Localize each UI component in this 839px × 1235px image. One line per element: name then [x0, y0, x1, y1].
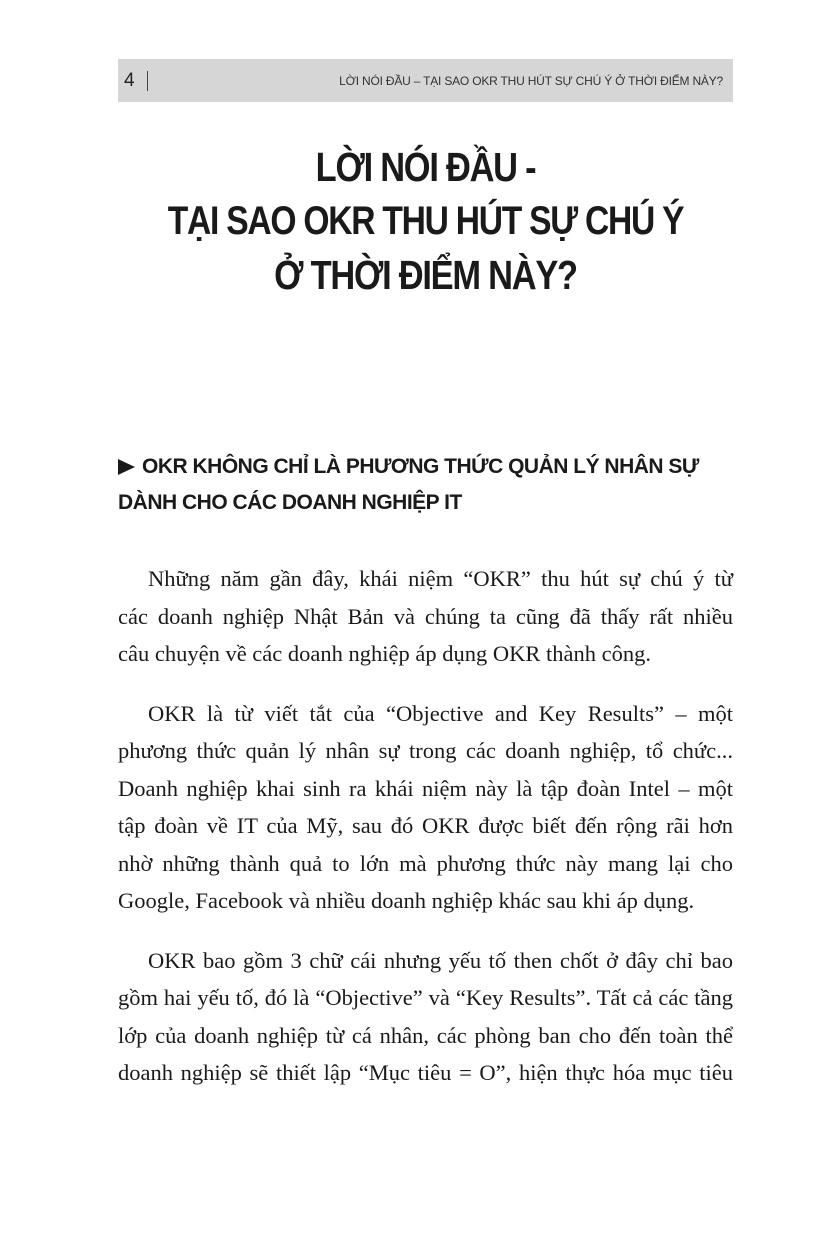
text-line: nhờ những thành quả to lớn mà phương thức này mang lại cho — [118, 850, 733, 876]
chapter-title — [167, 140, 684, 302]
chapter-title-line: LỜI NÓI ĐẦU - — [315, 144, 536, 190]
text-line: các doanh nghiệp Nhật Bản và chúng ta cũng đã thấy rất nhiều — [118, 603, 733, 629]
section-heading-line — [118, 449, 743, 485]
paragraph — [118, 695, 733, 920]
text-line: gồm hai yếu tố, đó là “Objective” và “Key Results”. Tất cả các tầng — [118, 985, 733, 1010]
section-heading-line: DÀNH CHO CÁC DOANH NGHIỆP IT — [118, 491, 462, 514]
running-header — [118, 59, 733, 102]
page-number: 4 — [124, 69, 135, 91]
body-text — [118, 560, 733, 1114]
text-line: câu chuyện về các doanh nghiệp áp dụng OKR thành công. — [118, 641, 651, 666]
text-line: lớp của doanh nghiệp từ cá nhân, các phòng ban cho đến toàn thể — [118, 1022, 733, 1048]
paragraph — [118, 560, 733, 673]
triangle-bullet-icon — [118, 459, 135, 475]
text-line: Doanh nghiệp khai sinh ra khái niệm này là tập đoàn Intel – một — [118, 775, 733, 801]
text-line: Google, Facebook và nhiều doanh nghiệp khác sau khi áp dụng. — [118, 888, 695, 913]
chapter-title-line: TẠI SAO OKR THU HÚT SỰ CHÚ Ý — [167, 199, 684, 243]
text-line: tập đoàn về IT của Mỹ, sau đó OKR được biết đến rộng rãi hơn — [118, 813, 733, 838]
header-divider — [147, 71, 148, 91]
section-heading-text: OKR KHÔNG CHỈ LÀ PHƯƠNG THỨC QUẢN LÝ NHÂN SỰ — [142, 455, 699, 478]
page-number-group — [124, 70, 148, 92]
text-line: doanh nghiệp sẽ thiết lập “Mục tiêu = O”, hiện thực hóa mục tiêu — [118, 1060, 733, 1085]
section-heading — [118, 449, 743, 521]
text-line: Những năm gần đây, khái niệm “OKR” thu hút sự chú ý từ — [148, 566, 733, 591]
paragraph — [118, 942, 733, 1092]
chapter-title-line: Ở THỜI ĐIỂM NÀY? — [274, 252, 577, 298]
text-line: phương thức quản lý nhân sự trong các doanh nghiệp, tổ chức... — [118, 738, 733, 763]
text-line: OKR là từ viết tắt của “Objective and Key Results” – một — [148, 700, 733, 726]
running-title: LỜI NÓI ĐẦU – TẠI SAO OKR THU HÚT SỰ CHÚ Ý Ở THỜI ĐIỂM NÀY? — [339, 73, 723, 88]
text-line: OKR bao gồm 3 chữ cái nhưng yếu tố then chốt ở đây chỉ bao — [148, 947, 733, 973]
